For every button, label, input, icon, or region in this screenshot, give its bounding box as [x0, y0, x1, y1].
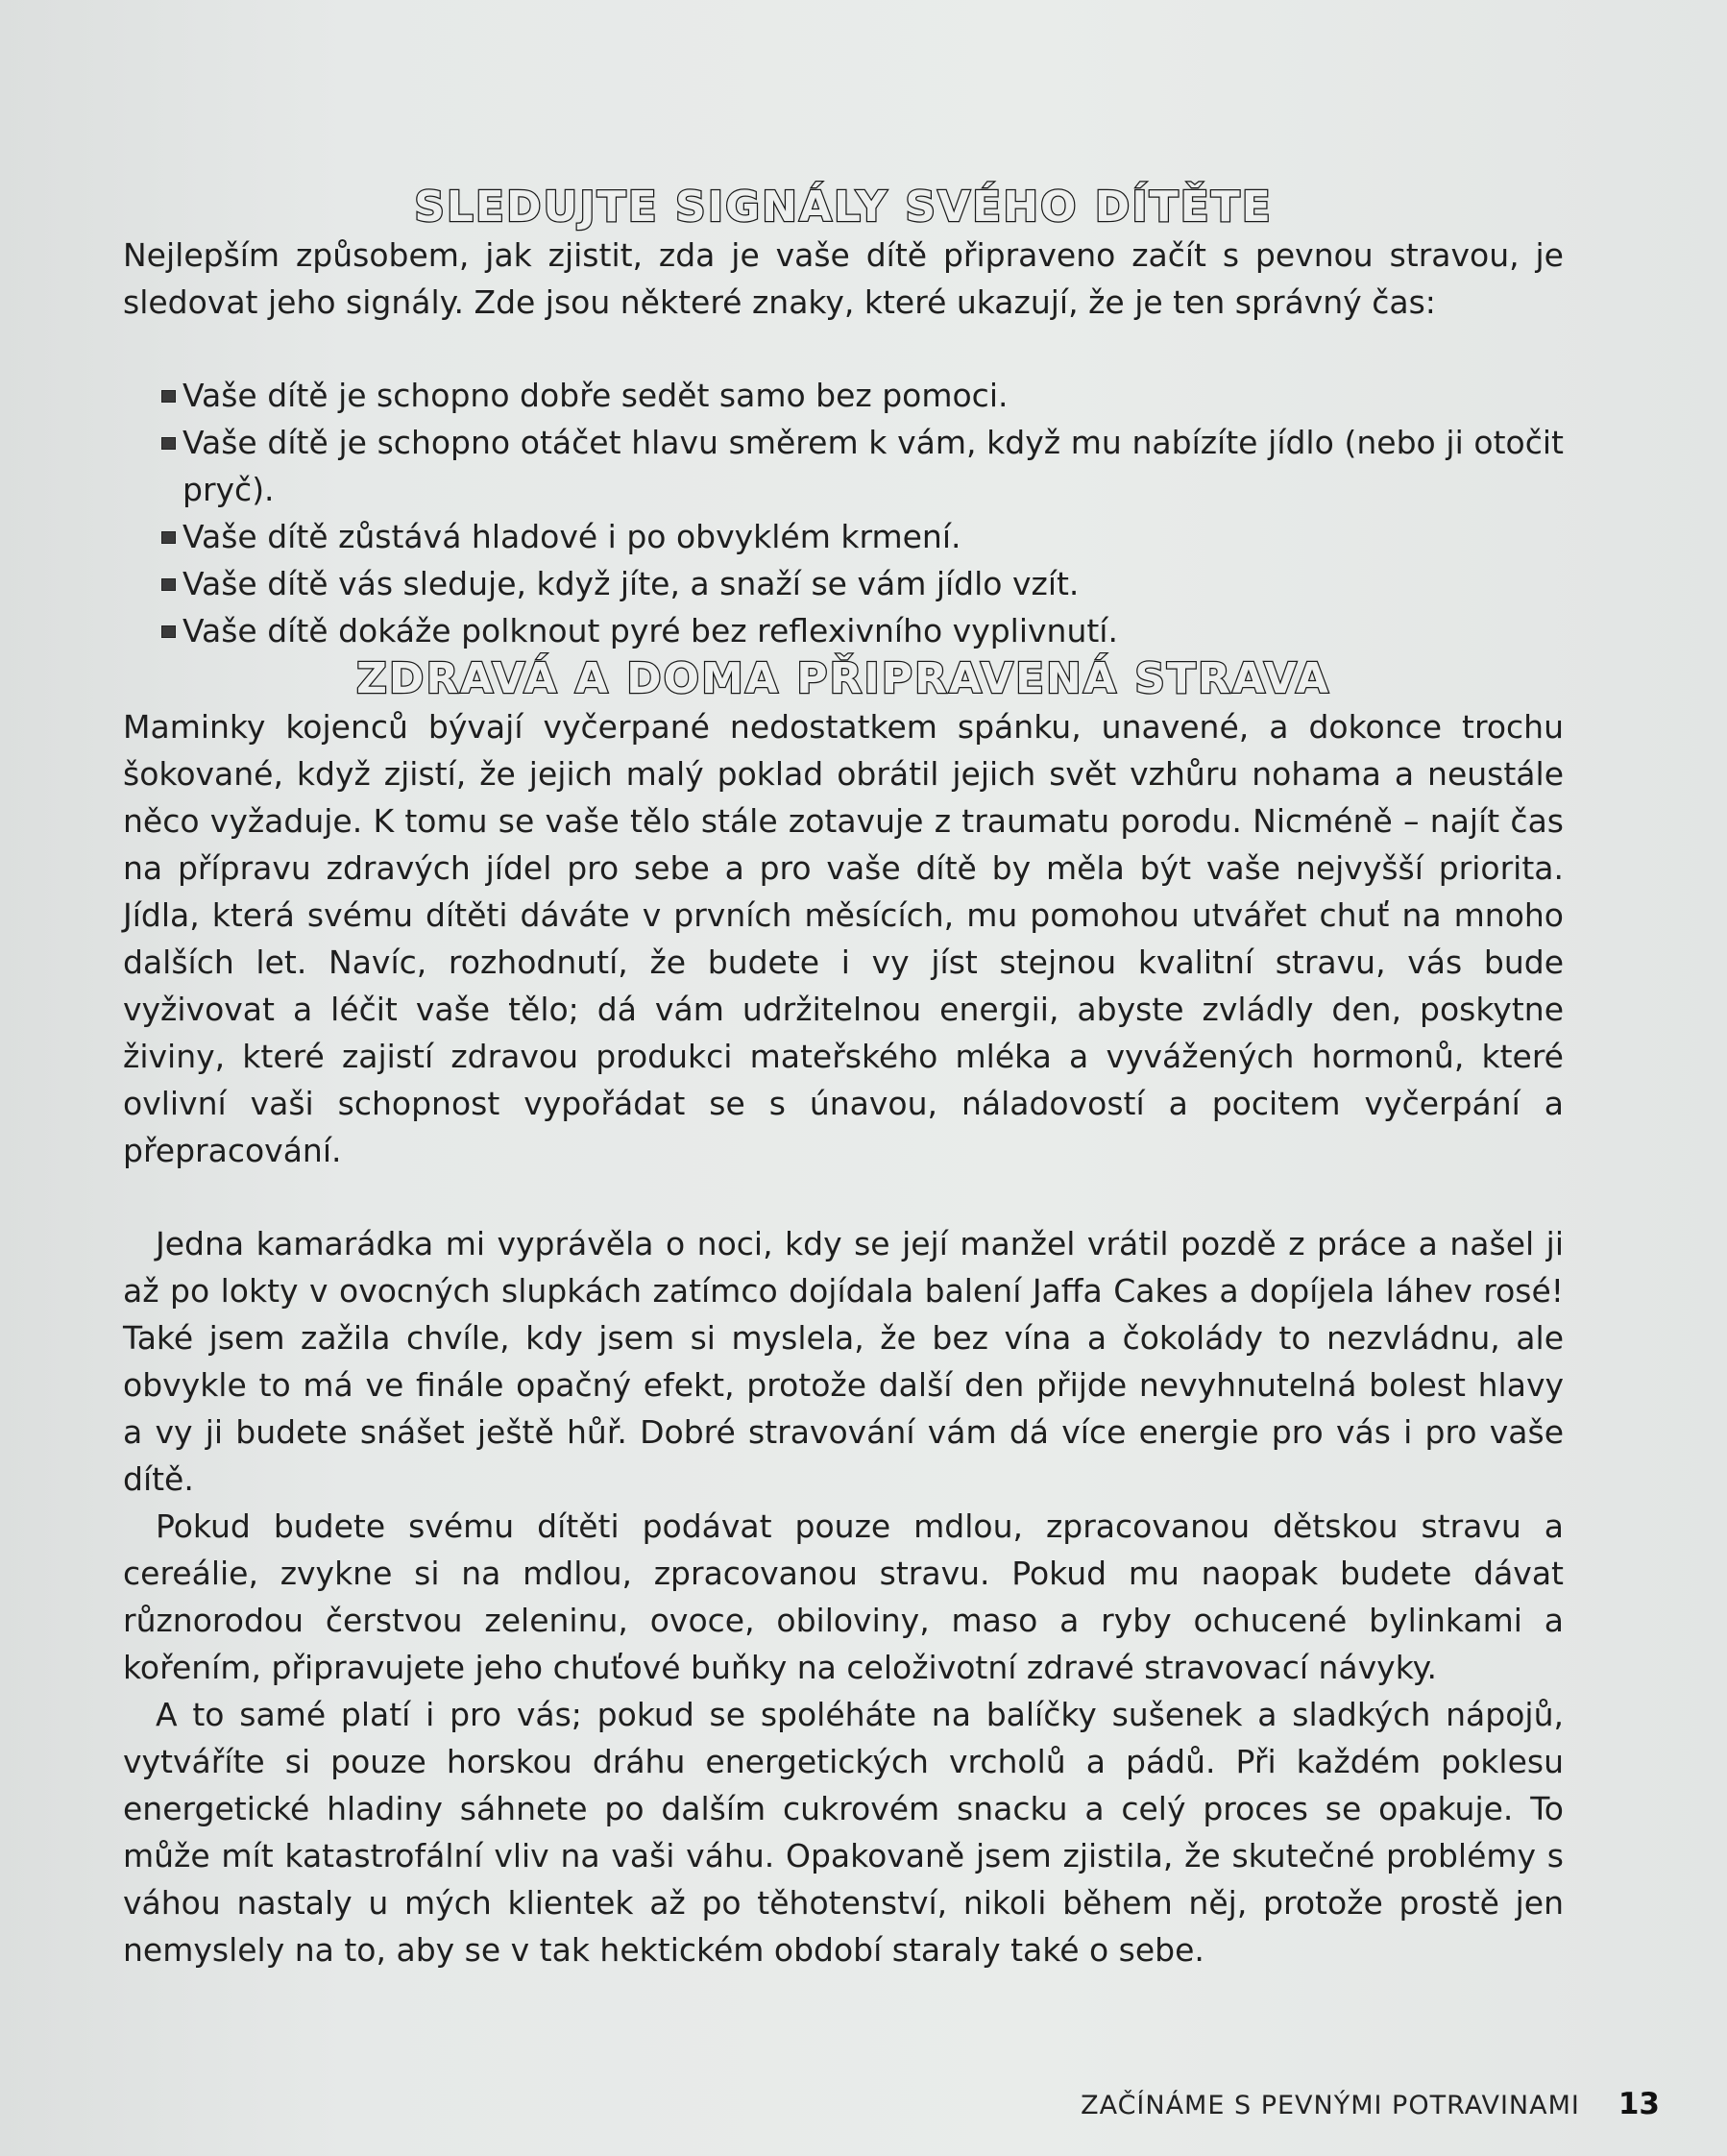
- body-paragraph: Pokud budete svému dítěti podávat pouze mdlou, zpracovanou dětskou stravu a cereálie, zvykne si na mdlou, zpracovanou stravu. Pokud mu naopak budete dávat různorodou čerstvou zeleninu, ovoce, obiloviny, maso a ryby ochucené bylinkami a kořením, připravujete jeho chuťové buňky na celoživotní zdravé stravovací návyky.: [123, 1507, 1564, 1686]
- signs-list: [123, 372, 1564, 654]
- page-footer: [1081, 2087, 1660, 2121]
- list-item: [161, 419, 1564, 513]
- list-item: [161, 513, 1564, 560]
- square-bullet-icon: [161, 437, 176, 450]
- list-item: [161, 560, 1564, 607]
- list-item: [161, 372, 1564, 419]
- list-item-text: Vaše dítě je schopno dobře sedět samo bez pomoci.: [182, 377, 1009, 414]
- intro-paragraph: Nejlepším způsobem, jak zjistit, zda je vaše dítě připraveno začít s pevnou stravou, je sledovat jeho signály. Zde jsou některé znaky, které ukazují, že je ten správný čas:: [123, 236, 1564, 321]
- page-number: 13: [1618, 2087, 1660, 2121]
- list-item-text: Vaše dítě je schopno otáčet hlavu směrem k vám, když mu nabízíte jídlo (nebo ji otočit pryč).: [182, 424, 1564, 508]
- body-paragraph: Maminky kojenců bývají vyčerpané nedostatkem spánku, unavené, a dokonce trochu šokované, když zjistí, že jejich malý poklad obrátil jejich svět vzhůru nohama a neustále něco vyžaduje. K tomu se vaše tělo stále zotavuje z traumatu porodu. Nicméně – najít čas na přípravu zdravých jídel pro sebe a pro vaše dítě by měla být vaše nejvyšší priorita. Jídla, která svému dítěti dáváte v prvních měsících, mu pomohou utvářet chuť na mnoho dalších let. Navíc, rozhodnutí, že budete i vy jíst stejnou kvalitní stravu, vás bude vyživovat a léčit vaše tělo; dá vám udržitelnou energii, abyste zvládly den, poskytne živiny, které zajistí zdravou produkci mateřského mléka a vyvážených hormonů, které ovlivní vaši schopnost vypořádat se s únavou, náladovostí a pocitem vyčerpání a přepracování.: [123, 708, 1564, 1169]
- square-bullet-icon: [161, 625, 176, 638]
- section-heading-signals: SLEDUJTE SIGNÁLY SVÉHO DÍTĚTE: [414, 183, 1273, 232]
- square-bullet-icon: [161, 578, 176, 591]
- body-paragraph: Jedna kamarádka mi vyprávěla o noci, kdy se její manžel vrátil pozdě z práce a našel ji až po lokty v ovocných slupkách zatímco dojídala balení Jaffa Cakes a dopíjela láhev rosé! Také jsem zažila chvíle, kdy jsem si myslela, že bez vína a čokolády to nezvládnu, ale obvykle to má ve finále opačný efekt, protože další den přijde nevyhnutelná bolest hlavy a vy ji budete snášet ještě hůř. Dobré stravování vám dá více energie pro vás i pro vaše dítě.: [123, 1225, 1564, 1498]
- square-bullet-icon: [161, 390, 176, 403]
- list-item-text: Vaše dítě vás sleduje, když jíte, a snaží se vám jídlo vzít.: [182, 565, 1080, 602]
- square-bullet-icon: [161, 531, 176, 544]
- list-item: [161, 607, 1564, 654]
- list-item-text: Vaše dítě zůstává hladové i po obvyklém krmení.: [182, 518, 961, 555]
- list-item-text: Vaše dítě dokáže polknout pyré bez reflexivního vyplivnutí.: [182, 612, 1118, 649]
- chapter-title: ZAČÍNÁME S PEVNÝMI POTRAVINAMI: [1081, 2091, 1580, 2120]
- section-heading-healthy-food: ZDRAVÁ A DOMA PŘIPRAVENÁ STRAVA: [355, 654, 1331, 703]
- page-content: [123, 183, 1564, 1973]
- body-paragraph: A to samé platí i pro vás; pokud se spoléháte na balíčky sušenek a sladkých nápojů, vytváříte si pouze horskou dráhu energetických vrcholů a pádů. Při každém poklesu energetické hladiny sáhnete po dalším cukrovém snacku a celý proces se opakuje. To může mít katastrofální vliv na vaši váhu. Opakovaně jsem zjistila, že skutečné problémy s váhou nastaly u mých klientek až po těhotenství, nikoli během něj, protože prostě jen nemyslely na to, aby se v tak hektickém období staraly také o sebe.: [123, 1696, 1564, 1969]
